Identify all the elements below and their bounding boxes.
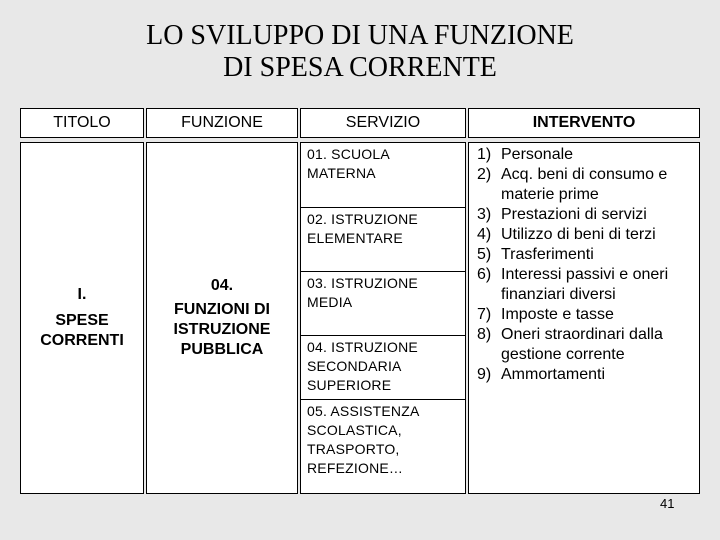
intervento-9-text: Ammortamenti [501,366,606,383]
intervento-7-text: Imposte e tasse [501,306,614,323]
intervento-6-text: Interessi passivi e oneri finanziari diversi [501,266,669,303]
list-item [477,305,695,325]
intervento-4-num: 4) [477,226,492,243]
slide-title-line-1: LO SVILUPPO DI UNA FUNZIONE [146,20,574,51]
intervento-6-num: 6) [477,266,492,283]
servizio-column [300,142,466,494]
funzione-line-3: PUBBLICA [180,341,264,358]
servizio-2-line-2: ELEMENTARE [307,230,403,246]
servizio-2-line-1: 02. ISTRUZIONE [307,211,418,227]
funzione-cell [146,142,298,494]
servizio-4-line-1: 04. ISTRUZIONE [307,339,418,355]
servizio-3-line-2: MEDIA [307,294,353,310]
header-funzione [146,108,298,138]
intervento-7-num: 7) [477,306,492,323]
header-funzione-label: FUNZIONE [181,114,263,131]
titolo-content [21,285,143,351]
page-number: 41 [660,496,675,511]
header-intervento-label: INTERVENTO [532,114,636,131]
servizio-4-line-2: SECONDARIA [307,358,402,374]
titolo-line-2: CORRENTI [40,332,124,349]
intervento-cell [468,142,700,494]
intervento-8-num: 8) [477,326,492,343]
list-item [477,365,695,385]
intervento-2-text: Acq. beni di consumo e materie prime [501,166,668,203]
intervento-4-text: Utilizzo di beni di terzi [501,226,656,243]
intervento-1-text: Personale [501,146,574,163]
servizio-4-line-3: SUPERIORE [307,377,392,393]
list-item [477,145,695,165]
titolo-cell [20,142,144,494]
servizio-item [301,399,465,493]
servizio-item [301,143,465,207]
intervento-list [477,145,695,385]
servizio-item [301,335,465,399]
servizio-5-line-3: TRASPORTO, [307,441,400,457]
slide-title-line-2: DI SPESA CORRENTE [223,52,497,83]
intervento-1-num: 1) [477,146,492,163]
intervento-3-num: 3) [477,206,492,223]
funzione-content [147,276,297,360]
list-item [477,205,695,225]
header-servizio [300,108,466,138]
header-titolo [20,108,144,138]
list-item [477,245,695,265]
slide-title [0,20,720,84]
intervento-9-num: 9) [477,366,492,383]
funzione-line-2: ISTRUZIONE [173,321,271,338]
intervento-5-num: 5) [477,246,492,263]
servizio-3-line-1: 03. ISTRUZIONE [307,275,418,291]
servizio-item [301,207,465,271]
intervento-3-text: Prestazioni di servizi [501,206,647,223]
intervento-8-text: Oneri straordinari dalla gestione corrente [501,326,663,363]
servizio-5-line-1: 05. ASSISTENZA [307,403,420,419]
list-item [477,225,695,245]
servizio-5-line-2: SCOLASTICA, [307,422,402,438]
header-titolo-label: TITOLO [53,114,111,131]
funzione-line-1: FUNZIONI DI [174,301,270,318]
list-item [477,325,695,365]
servizio-5-line-4: REFEZIONE… [307,460,404,476]
funzione-number: 04. [210,277,234,294]
intervento-5-text: Trasferimenti [501,246,594,263]
servizio-1-line-2: MATERNA [307,165,376,181]
titolo-number: I. [77,286,87,303]
header-servizio-label: SERVIZIO [345,114,421,131]
header-intervento [468,108,700,138]
titolo-line-1: SPESE [55,312,109,329]
intervento-2-num: 2) [477,166,492,183]
servizio-item [301,271,465,335]
list-item [477,165,695,205]
list-item [477,265,695,305]
servizio-1-line-1: 01. SCUOLA [307,146,390,162]
